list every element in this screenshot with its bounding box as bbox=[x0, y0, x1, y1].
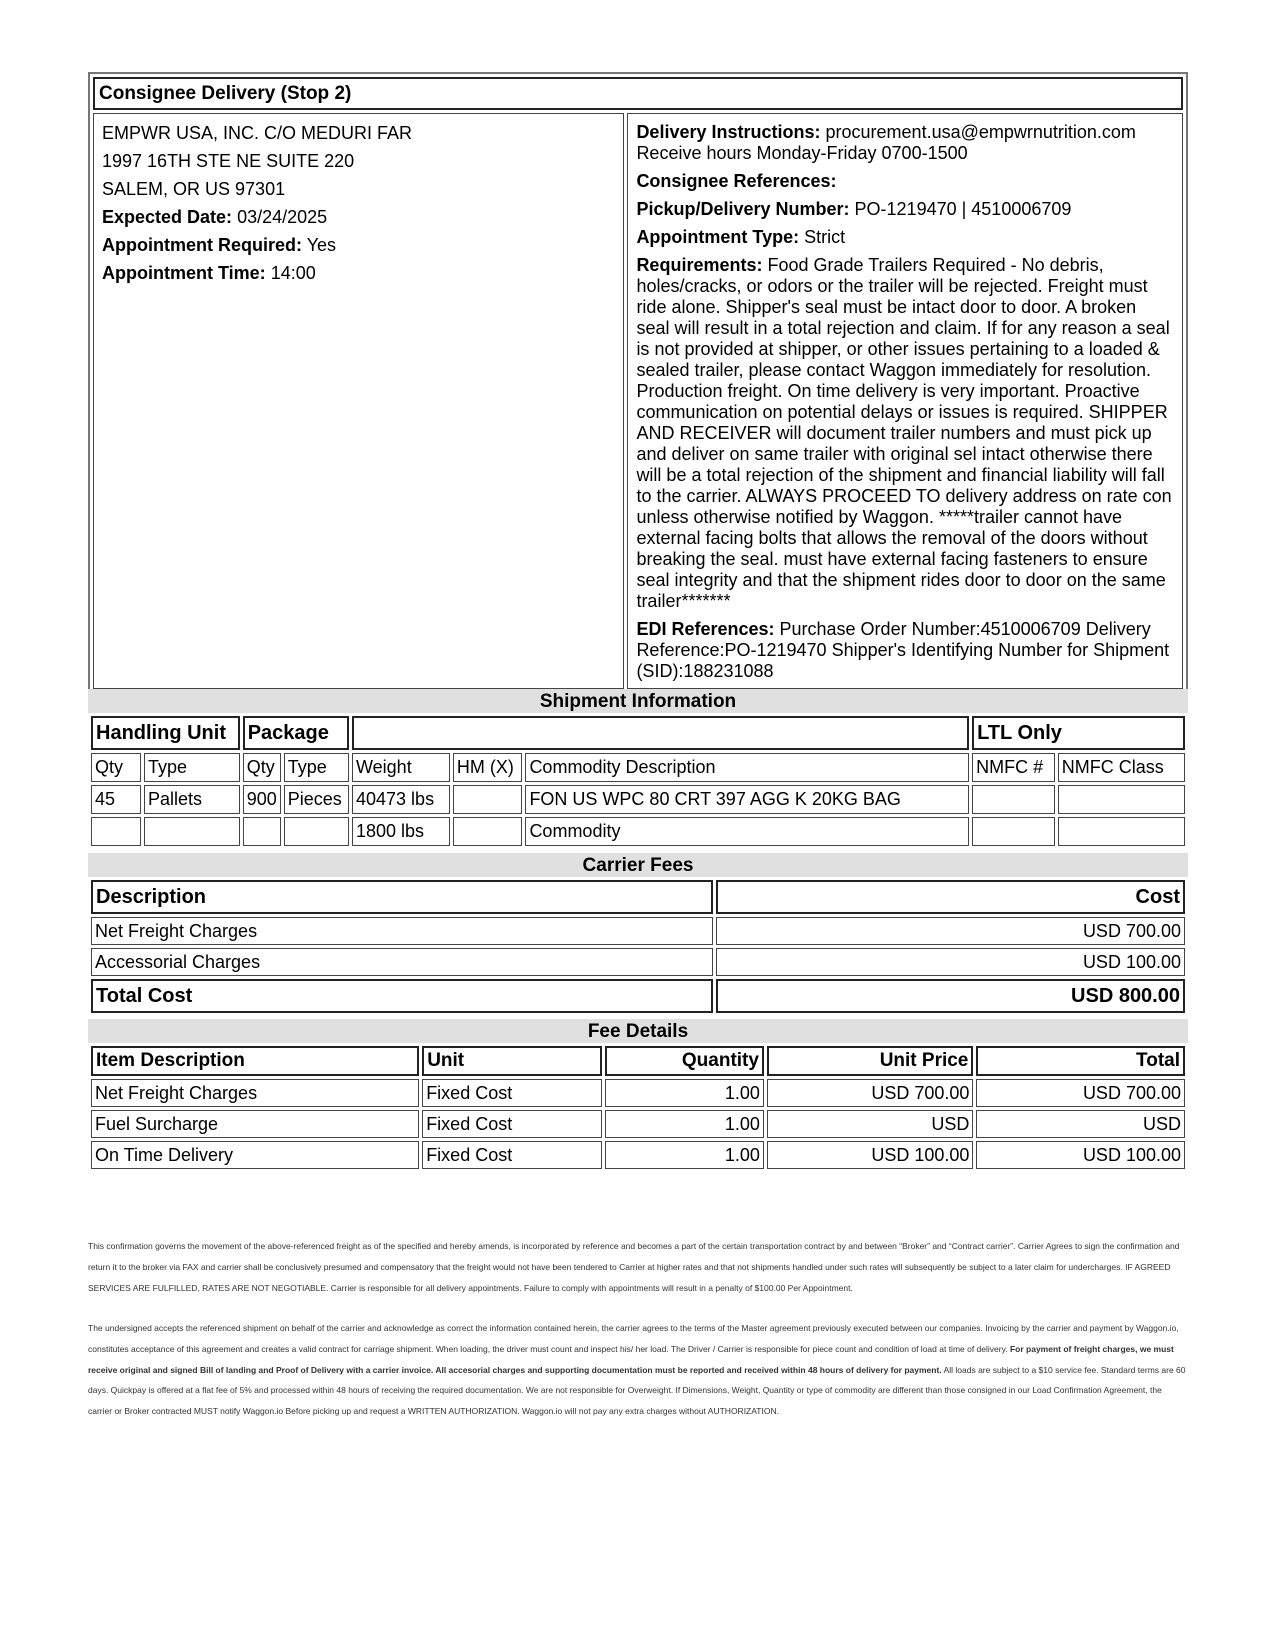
fee-cost: USD 100.00 bbox=[716, 948, 1185, 976]
fee-details-table bbox=[88, 1043, 1188, 1172]
cell bbox=[453, 817, 523, 846]
handling-unit-header: Handling Unit bbox=[91, 716, 240, 750]
ltl-only-header: LTL Only bbox=[972, 716, 1185, 750]
shipment-column-headers bbox=[91, 753, 1185, 782]
total-cost-value: USD 800.00 bbox=[716, 979, 1185, 1013]
cell: Fixed Cost bbox=[422, 1141, 602, 1169]
col-header: Type bbox=[284, 753, 349, 782]
payment-terms-bold: For payment of freight charges, we must receive original and signed Bill of landing and Proof of Delivery with a carrier invoice. All accesorial charges and supporting documentation must be reported and received within 48 hours of delivery for payment. bbox=[88, 1343, 1174, 1375]
cell: 1.00 bbox=[605, 1110, 764, 1138]
total-header: Total bbox=[976, 1046, 1185, 1076]
consignee-section bbox=[88, 72, 1188, 694]
col-header: Qty bbox=[91, 753, 141, 782]
table-row bbox=[91, 785, 1185, 814]
cell: USD 700.00 bbox=[976, 1079, 1185, 1107]
expected-date: Expected Date: 03/24/2025 bbox=[102, 207, 328, 227]
address-line-2: 1997 16TH STE NE SUITE 220 bbox=[102, 151, 355, 171]
fee-description: Net Freight Charges bbox=[91, 917, 713, 945]
consignee-address-cell bbox=[93, 113, 624, 689]
col-header: NMFC # bbox=[972, 753, 1055, 782]
cell: USD bbox=[976, 1110, 1185, 1138]
cell bbox=[144, 817, 240, 846]
table-row bbox=[91, 817, 1185, 846]
description-header: Description bbox=[91, 880, 713, 914]
cell bbox=[1058, 785, 1185, 814]
table-row bbox=[91, 1141, 1185, 1169]
fee-details-title: Fee Details bbox=[88, 1019, 1188, 1043]
address-line-3: SALEM, OR US 97301 bbox=[102, 179, 286, 199]
table-row bbox=[91, 1110, 1185, 1138]
cell: USD 100.00 bbox=[767, 1141, 973, 1169]
cell: 1800 lbs bbox=[352, 817, 450, 846]
carrier-fees-title: Carrier Fees bbox=[88, 853, 1188, 877]
cell: USD 700.00 bbox=[767, 1079, 973, 1107]
terms-paragraph-1: This confirmation governs the movement of the above-referenced freight as of the specified and hereby amends, is incorporated by reference and becomes a part of the certain transportation contract by and between “Broker” and “Contract carrier”. Carrier Agrees to sign the confirmation and return it to the broker via FAX and carrier shall be conclusively presumed and compensatory that the freight would not have been tendered to Carrier at higher rates and that not shipments handled under such rates will subsequently be subject to a later claim for undercharges. IF AGREED SERVICES ARE FULFILLED, RATES ARE NOT NEGOTIABLE. Carrier is responsible for all delivery appointments. Failure to comply with appointments will result in a penalty of $100.00 Per Appointment. bbox=[88, 1241, 1180, 1293]
cell: 900 bbox=[243, 785, 281, 814]
cell: 1.00 bbox=[605, 1141, 764, 1169]
col-header: Qty bbox=[243, 753, 281, 782]
requirements: Requirements: Food Grade Trailers Required - No debris, holes/cracks, or odors or the trailer will be rejected. Freight must ride alone. Shipper's seal must be intact door to door. A broken seal will result in a total rejection and claim. If for any reason a seal is not provided at shipper, or other issues pertaining to a loaded & sealed trailer, please contact Waggon immediately for resolution. Production freight. On time delivery is very important. Proactive communication on potential delays or issues is required. SHIPPER AND RECEIVER will document trailer numbers and must pick up and deliver on same trailer with original sel intact otherwise there will be a total rejection of the shipment and financial liability will fall to the carrier. ALWAYS PROCEED TO delivery address on rate con unless otherwise notified by Waggon. *****trailer cannot have external facing bolts that allows the removal of the doors without breaking the seal. must have external facing fasteners to ensure seal integrity and that the shipment rides door to door on the same trailer******* bbox=[636, 255, 1172, 611]
cell: 1.00 bbox=[605, 1079, 764, 1107]
shipment-title: Shipment Information bbox=[88, 689, 1188, 713]
shipment-section bbox=[88, 689, 1188, 849]
cell bbox=[972, 785, 1055, 814]
cell: USD 100.00 bbox=[976, 1141, 1185, 1169]
cell: On Time Delivery bbox=[91, 1141, 419, 1169]
col-header: Commodity Description bbox=[525, 753, 969, 782]
fee-details-section bbox=[88, 1019, 1188, 1172]
col-header: NMFC Class bbox=[1058, 753, 1185, 782]
cell: Fixed Cost bbox=[422, 1110, 602, 1138]
cell bbox=[453, 785, 523, 814]
edi-references: EDI References: Purchase Order Number:4510006709 Delivery Reference:PO-1219470 Shipper's Identifying Number for Shipment (SID):188231088 bbox=[636, 619, 1170, 681]
col-header: Weight bbox=[352, 753, 450, 782]
fee-cost: USD 700.00 bbox=[716, 917, 1185, 945]
consignee-table bbox=[88, 72, 1188, 694]
pickup-delivery-number: Pickup/Delivery Number: PO-1219470 | 4510006709 bbox=[636, 199, 1072, 219]
consignee-instructions-cell bbox=[627, 113, 1183, 689]
cell bbox=[284, 817, 349, 846]
appointment-time: Appointment Time: 14:00 bbox=[102, 263, 316, 283]
carrier-fees-table bbox=[88, 877, 1188, 1016]
cell: Pieces bbox=[284, 785, 349, 814]
unit-price-header: Unit Price bbox=[767, 1046, 973, 1076]
cell: Commodity bbox=[525, 817, 969, 846]
cell bbox=[243, 817, 281, 846]
appointment-type: Appointment Type: Strict bbox=[636, 227, 846, 247]
table-row bbox=[91, 1079, 1185, 1107]
cell bbox=[91, 817, 141, 846]
delivery-instructions: Delivery Instructions: procurement.usa@empwrnutrition.com Receive hours Monday-Friday 0700-1500 bbox=[636, 122, 1136, 163]
cost-header: Cost bbox=[716, 880, 1185, 914]
terms-paragraph-2: The undersigned accepts the referenced shipment on behalf of the carrier and acknowledge as correct the information contained herein, the carrier agrees to the terms of the Master agreement previously executed between our companies. Invoicing by the carrier and payment by Waggon.io, constitutes acceptance of this agreement and creates a valid contract for carriage shipment. When loading, the driver must count and inspect his/ her load. The Driver / Carrier is responsible for piece count and condition of load at time of delivery. For payment of freight charges, we must receive original and signed Bill of landing and Proof of Delivery with a carrier invoice. All accesorial charges and supporting documentation must be reported and received within 48 hours of delivery for payment. All loads are subject to a $10 service fee. Standard terms are 60 days. Quickpay is offered at a flat fee of 5% and processed within 48 hours of receiving the required documentation. We are not responsible for Overweight. If Dimensions, Weight, Quantity or type of commodity are different than those consigned in our Load Confirmation Agreement, the carrier or Broker contracted MUST notify Waggon.io Before picking up and request a WRITTEN AUTHORIZATION. Waggon.io will not pay any extra charges without AUTHORIZATION. bbox=[88, 1323, 1186, 1417]
consignee-references: Consignee References: bbox=[636, 171, 837, 191]
item-description-header: Item Description bbox=[91, 1046, 419, 1076]
total-cost-label: Total Cost bbox=[91, 979, 713, 1013]
cell: Fixed Cost bbox=[422, 1079, 602, 1107]
package-header: Package bbox=[243, 716, 349, 750]
cell: USD bbox=[767, 1110, 973, 1138]
blank-group-header bbox=[352, 716, 969, 750]
address-line-1: EMPWR USA, INC. C/O MEDURI FAR bbox=[102, 123, 413, 143]
carrier-fees-section bbox=[88, 853, 1188, 1016]
table-row bbox=[91, 917, 1185, 945]
fee-description: Accessorial Charges bbox=[91, 948, 713, 976]
cell: 40473 lbs bbox=[352, 785, 450, 814]
cell bbox=[972, 817, 1055, 846]
quantity-header: Quantity bbox=[605, 1046, 764, 1076]
cell: Net Freight Charges bbox=[91, 1079, 419, 1107]
col-header: HM (X) bbox=[453, 753, 523, 782]
appointment-required: Appointment Required: Yes bbox=[102, 235, 337, 255]
cell: FON US WPC 80 CRT 397 AGG K 20KG BAG bbox=[525, 785, 969, 814]
table-row bbox=[91, 948, 1185, 976]
shipment-table bbox=[88, 713, 1188, 849]
cell: Pallets bbox=[144, 785, 240, 814]
cell: Fuel Surcharge bbox=[91, 1110, 419, 1138]
col-header: Type bbox=[144, 753, 240, 782]
cell bbox=[1058, 817, 1185, 846]
cell: 45 bbox=[91, 785, 141, 814]
unit-header: Unit bbox=[422, 1046, 602, 1076]
consignee-title: Consignee Delivery (Stop 2) bbox=[93, 77, 1183, 110]
